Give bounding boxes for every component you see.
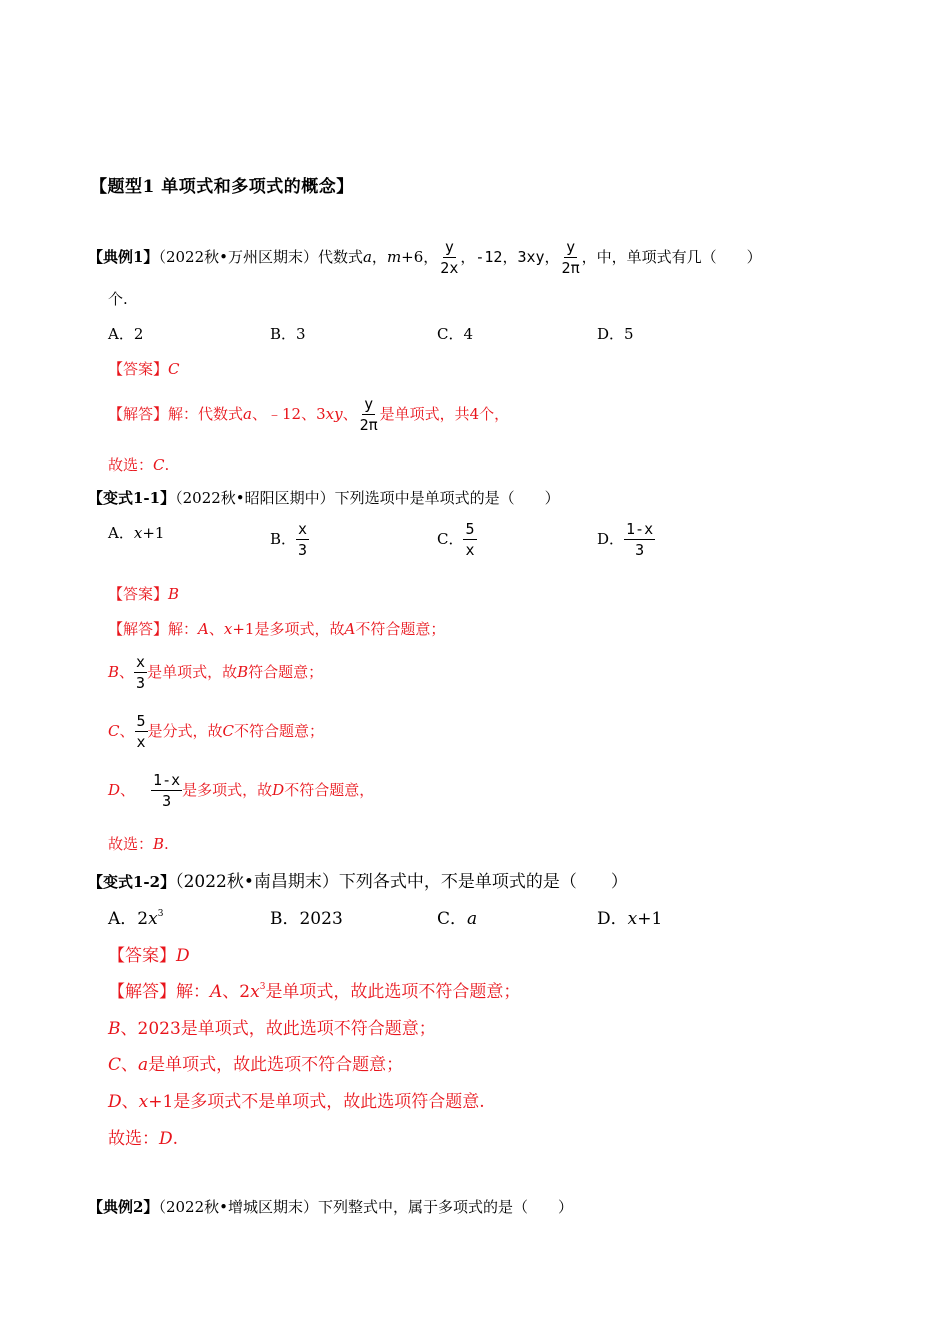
solution-text: 、	[342, 405, 358, 423]
answer-value: C	[168, 360, 180, 378]
variant12-solution-d	[108, 1087, 485, 1112]
solution-text: 不符合题意；	[234, 722, 325, 740]
example2-tag: 【典例2】	[88, 1198, 159, 1216]
example1-conclusion	[108, 454, 169, 475]
fraction-numerator: 1-x	[153, 771, 181, 789]
example1-source: （2022秋•万州区期末）代数式	[158, 248, 363, 266]
answer-label: 【答案】	[108, 585, 169, 603]
v12-option-a	[108, 904, 163, 929]
option-fraction	[463, 522, 476, 558]
solution-text: 解：	[176, 982, 210, 1002]
solution-var: A	[198, 620, 209, 638]
variant12-solution-b	[108, 1014, 436, 1039]
option-var: x	[148, 909, 158, 929]
variant12-conclusion	[108, 1124, 178, 1149]
option-exponent: 3	[157, 909, 164, 919]
solution-text: 是单项式，故此选项不符合题意；	[265, 982, 521, 1002]
fraction-numerator: y	[444, 238, 454, 256]
option-label: D．	[597, 909, 628, 929]
answer-value: D	[176, 946, 190, 966]
solution-text: 、	[121, 1092, 139, 1112]
solution-var: D	[108, 781, 121, 799]
fraction-numerator: y	[364, 395, 374, 413]
variant12-solution-a	[108, 977, 520, 1002]
fraction-denominator: x	[136, 733, 146, 751]
option-label: A．2	[108, 909, 149, 929]
solution-var: A	[344, 620, 356, 638]
fraction-y-over-2pi	[560, 240, 582, 276]
variant11-solution-d	[108, 773, 374, 809]
solution-text: 、	[119, 663, 135, 681]
solution-text: 不符合题意，	[284, 781, 375, 799]
var-a: a	[362, 248, 372, 266]
option-rest: +1	[142, 524, 165, 542]
conclusion-prefix: 故选：	[108, 1129, 159, 1149]
variant11-solution-a	[108, 618, 445, 639]
solution-var: a	[138, 1055, 149, 1075]
solution-text: 不符合题意；	[355, 620, 446, 638]
fraction-numerator: x	[136, 653, 146, 671]
v11-option-b	[270, 522, 309, 558]
question-tail: ，中，单项式有几（ ）	[581, 248, 762, 266]
solution-label: 【解答】	[108, 982, 176, 1002]
solution-var: D	[108, 1092, 122, 1112]
variant12-text: （2022秋•南昌期末）下列各式中，不是单项式的是（ ）	[175, 872, 628, 892]
solution-text: 是单项式，共4个，	[379, 405, 510, 423]
solution-fraction	[151, 773, 182, 809]
solution-fraction	[135, 714, 148, 750]
solution-exponent: 3	[259, 982, 266, 992]
conclusion-suffix: .	[172, 1129, 179, 1149]
fraction-denominator: 3	[136, 674, 146, 692]
solution-var: a	[243, 405, 252, 423]
fraction-numerator: 5	[136, 712, 146, 730]
solution-var: C	[222, 722, 235, 740]
variant11-text: （2022秋•昭阳区期中）下列选项中是单项式的是（ ）	[175, 489, 560, 507]
solution-text: 、2023是单项式，故此选项不符合题意；	[120, 1019, 436, 1039]
option-var: x	[627, 909, 638, 929]
solution-text: 是多项式，故	[182, 781, 273, 799]
solution-text: +1是多项式不是单项式，故此选项符合题意.	[148, 1092, 485, 1112]
example2-question	[88, 1196, 573, 1217]
v11-option-c	[437, 522, 477, 558]
option-c: C．4	[437, 325, 474, 343]
fraction-denominator: 2π	[561, 259, 580, 277]
solution-var: xy	[325, 405, 343, 423]
solution-text: 、2	[222, 982, 251, 1002]
solution-var: C	[108, 722, 120, 740]
fraction-numerator: 1-x	[626, 520, 654, 538]
option-rest: +1	[637, 909, 663, 929]
fraction-y-over-2x	[438, 240, 460, 276]
middle-terms: ，-12，3xy，	[460, 248, 560, 266]
option-label: C．	[437, 530, 464, 548]
solution-text: 、	[120, 781, 136, 799]
conclusion-suffix: .	[164, 835, 169, 853]
conclusion-prefix: 故选：	[108, 835, 154, 853]
answer-label: 【答案】	[108, 360, 169, 378]
variant12-tag: 【变式1-2】	[88, 873, 176, 891]
solution-var: B	[108, 663, 120, 681]
fraction-denominator: 2x	[440, 259, 459, 277]
v11-option-a	[108, 522, 164, 543]
fraction-numerator: x	[298, 520, 308, 538]
option-fraction	[296, 522, 309, 558]
solution-var: B	[237, 663, 249, 681]
solution-text: 、	[208, 620, 224, 638]
example1-line2: 个.	[108, 290, 128, 308]
option-fraction	[624, 522, 655, 558]
solution-label: 【解答】	[108, 405, 169, 423]
variant11-tag: 【变式1-1】	[88, 489, 176, 507]
solution-text: 是单项式，故	[147, 663, 238, 681]
variant11-answer	[108, 583, 179, 604]
fraction-denominator: 3	[298, 541, 308, 559]
solution-var: C	[108, 1055, 122, 1075]
v12-option-c	[437, 904, 477, 929]
option-var: x	[133, 524, 143, 542]
solution-text: 解：代数式	[168, 405, 244, 423]
option-d: D．5	[597, 325, 634, 343]
separator: ，	[371, 248, 387, 266]
solution-var: A	[210, 982, 223, 1002]
example1-solution	[108, 397, 509, 433]
option-label: D．	[597, 530, 625, 548]
variant12-answer	[108, 941, 190, 966]
solution-text: 、﹣12、3	[251, 405, 326, 423]
conclusion-value: C	[153, 456, 165, 474]
option-var: a	[467, 909, 478, 929]
solution-var: x	[250, 982, 260, 1002]
fraction-denominator: 3	[635, 541, 645, 559]
option-b: B．3	[270, 325, 306, 343]
solution-fraction	[134, 655, 147, 691]
v11-option-d	[597, 522, 655, 558]
solution-var: x	[223, 620, 233, 638]
conclusion-value: D	[159, 1129, 173, 1149]
solution-var: D	[272, 781, 285, 799]
variant11-solution-c	[108, 714, 324, 750]
fraction-numerator: 5	[465, 520, 475, 538]
solution-fraction	[358, 397, 380, 433]
solution-text: 是单项式，故此选项不符合题意；	[148, 1055, 404, 1075]
solution-var: B	[108, 1019, 121, 1039]
solution-var: x	[138, 1092, 149, 1112]
var-m: m	[386, 248, 402, 266]
variant12-solution-c	[108, 1050, 403, 1075]
section-title: 【题型1 单项式和多项式的概念】	[90, 177, 354, 197]
variant12-question	[88, 867, 628, 892]
example1-question	[88, 240, 762, 276]
fraction-denominator: 2π	[359, 416, 378, 434]
variant11-solution-b	[108, 655, 323, 691]
fraction-denominator: 3	[162, 792, 172, 810]
example2-text: （2022秋•增城区期末）下列整式中，属于多项式的是（ ）	[158, 1198, 573, 1216]
conclusion-value: B	[153, 835, 165, 853]
variant11-conclusion	[108, 833, 169, 854]
v12-option-b: B．2023	[270, 909, 343, 929]
solution-text: 符合题意；	[248, 663, 324, 681]
answer-label: 【答案】	[108, 946, 176, 966]
option-a: A．2	[108, 325, 144, 343]
m-plus-6: +6，	[401, 248, 439, 266]
option-label: A．	[108, 524, 134, 542]
solution-text: +1是多项式，故	[232, 620, 345, 638]
conclusion-prefix: 故选：	[108, 456, 154, 474]
solution-text: 是分式，故	[147, 722, 223, 740]
fraction-denominator: x	[465, 541, 475, 559]
variant11-question	[88, 487, 560, 508]
option-label: B．	[270, 530, 297, 548]
example1-answer	[108, 358, 180, 379]
conclusion-suffix: .	[164, 456, 170, 474]
answer-value: B	[168, 585, 180, 603]
fraction-numerator: y	[566, 238, 576, 256]
solution-text: 解：	[168, 620, 199, 638]
solution-text: 、	[119, 722, 135, 740]
v12-option-d	[597, 904, 662, 929]
example1-tag: 【典例1】	[88, 248, 159, 266]
solution-text: 、	[121, 1055, 139, 1075]
option-label: C．	[437, 909, 468, 929]
solution-label: 【解答】	[108, 620, 169, 638]
